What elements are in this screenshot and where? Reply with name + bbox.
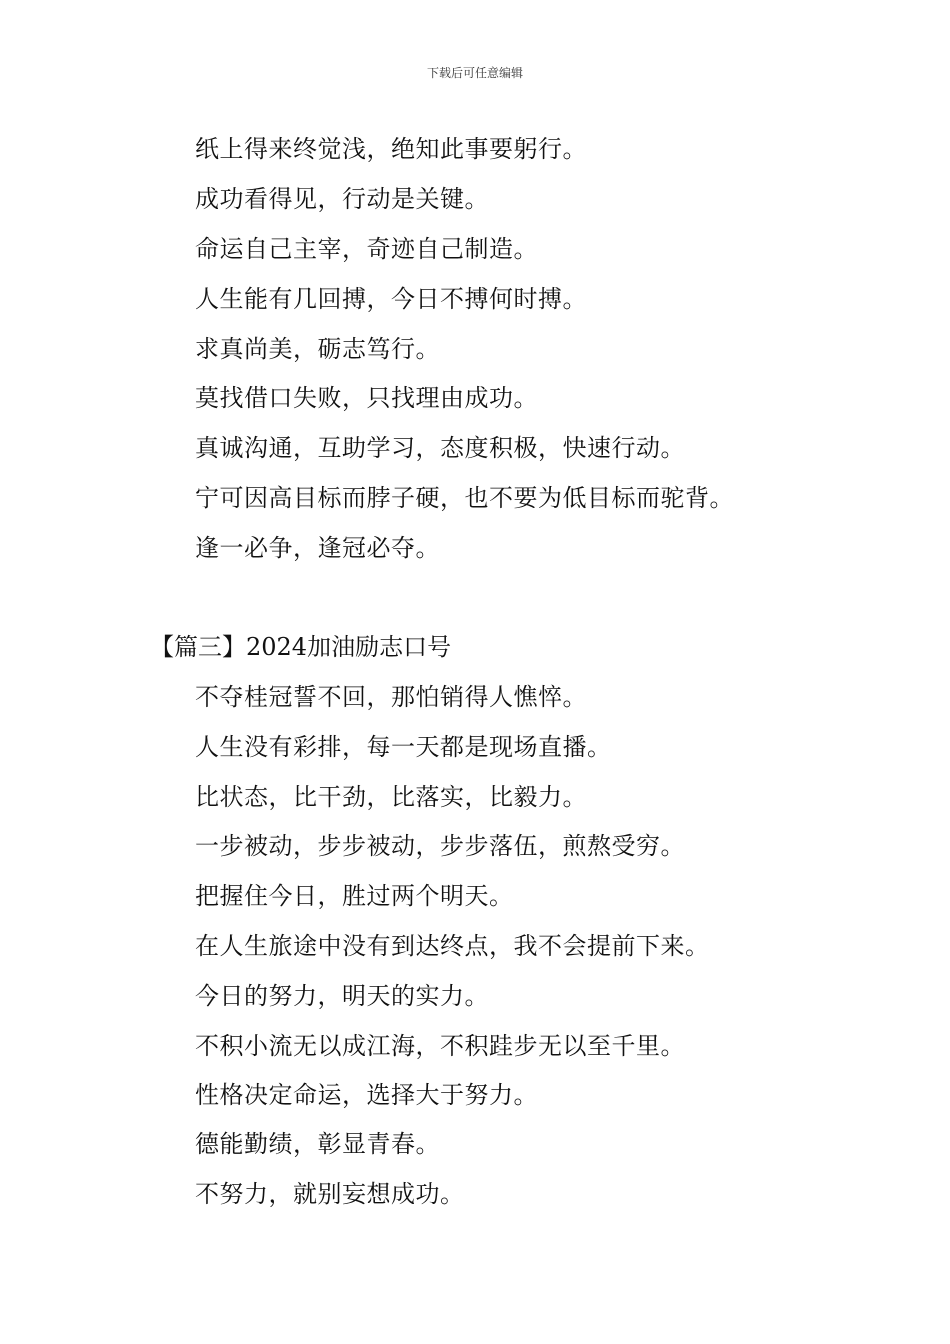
- section-heading: 【篇三】2024加油励志口号: [150, 633, 452, 661]
- slogan-line: 纸上得来终觉浅，绝知此事要躬行。: [195, 135, 587, 163]
- slogan-line: 一步被动，步步被动，步步落伍，煎熬受穷。: [195, 832, 685, 860]
- slogan-line: 人生能有几回搏，今日不搏何时搏。: [195, 285, 587, 313]
- slogan-line: 不积小流无以成江海，不积跬步无以至千里。: [195, 1032, 685, 1060]
- slogan-line: 德能勤绩，彰显青春。: [195, 1130, 440, 1158]
- slogan-line: 莫找借口失败，只找理由成功。: [195, 384, 538, 412]
- slogan-line: 宁可因高目标而脖子硬，也不要为低目标而驼背。: [195, 484, 734, 512]
- slogan-line: 今日的努力，明天的实力。: [195, 982, 489, 1010]
- slogan-line: 命运自己主宰，奇迹自己制造。: [195, 235, 538, 263]
- slogan-line: 在人生旅途中没有到达终点，我不会提前下来。: [195, 932, 710, 960]
- slogan-line: 比状态，比干劲，比落实，比毅力。: [195, 783, 587, 811]
- slogan-line: 逢一必争，逢冠必夺。: [195, 534, 440, 562]
- slogan-line: 求真尚美，砺志笃行。: [195, 335, 440, 363]
- page-header: 下载后可任意编辑: [426, 66, 523, 80]
- slogan-line: 真诚沟通，互助学习，态度积极，快速行动。: [195, 434, 685, 462]
- slogan-line: 不夺桂冠誓不回，那怕销得人憔悴。: [195, 683, 587, 711]
- slogan-line: 成功看得见，行动是关键。: [195, 185, 489, 213]
- slogan-line: 人生没有彩排，每一天都是现场直播。: [195, 733, 612, 761]
- slogan-line: 性格决定命运，选择大于努力。: [195, 1081, 538, 1109]
- slogan-line: 把握住今日，胜过两个明天。: [195, 882, 514, 910]
- slogan-line: 不努力，就别妄想成功。: [195, 1180, 465, 1208]
